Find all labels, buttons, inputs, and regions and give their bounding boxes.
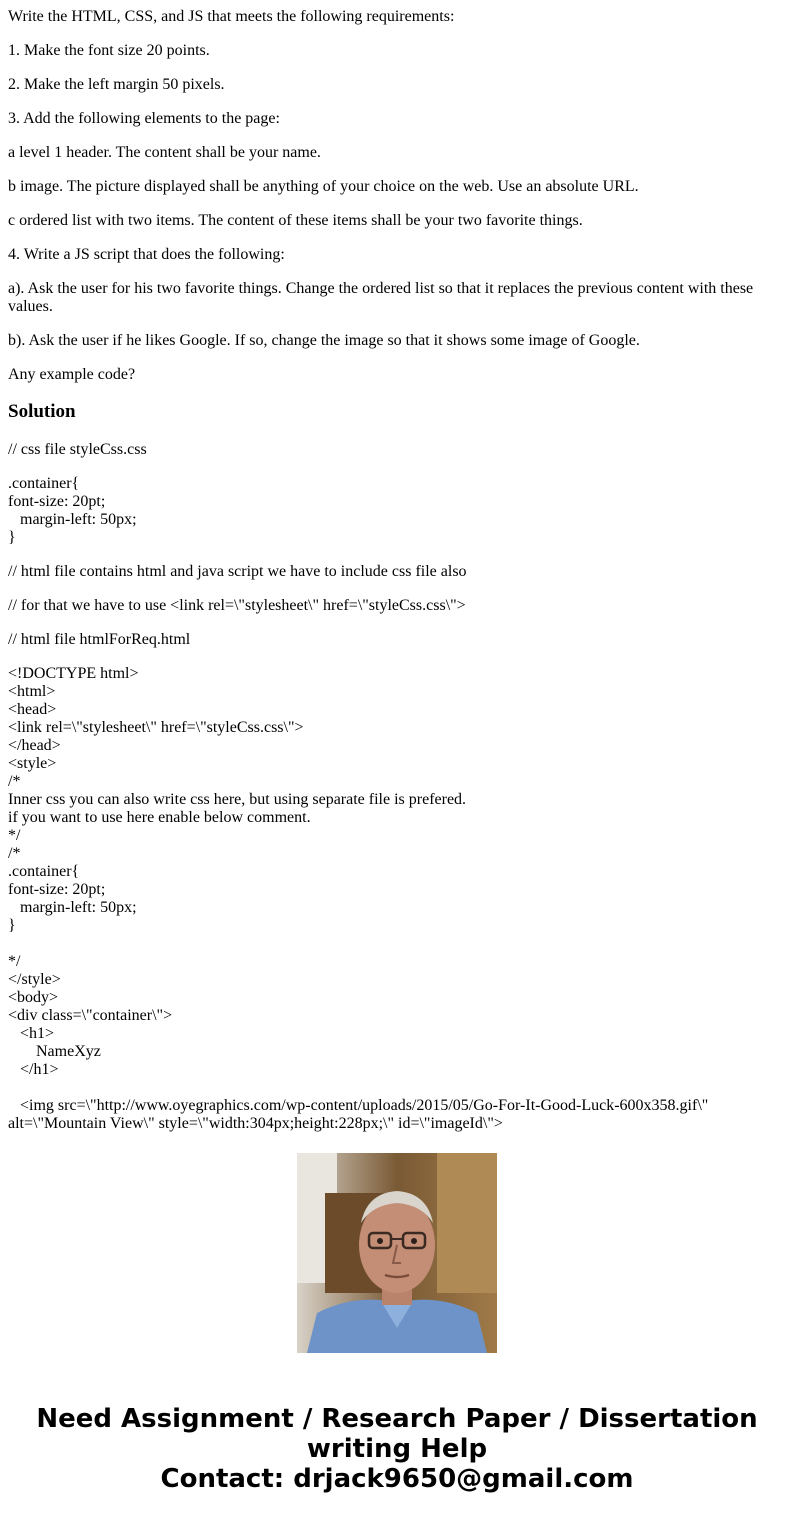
html-code-block: <!DOCTYPE html> <html> <head> <link rel=\"stylesheet\" href=\"styleCss.css\"> </head> <style> /* Inner css you can also write css here, but using separate file is prefered. if you want to use here enable below comment. */ /* .container{ font-size: 20pt; margin-left: 50px; } */ </style> <body> <div class=\"container\"> <h1> NameXyz </h1> <img src=\"http://www.oyegraphics.com/wp-content/uploads/2015/05/Go-For-It-Good-Luck-600x358.gif\" alt=\"Mountain View\" style=\"width:304px;height:228px;\" id=\"imageId\"> [8, 665, 709, 1132]
requirement-4b: b). Ask the user if he likes Google. If so, change the image so that it shows some image of Google. [8, 332, 640, 349]
html-comment-3: // html file htmlForReq.html [8, 631, 191, 648]
question-intro: Write the HTML, CSS, and JS that meets the following requirements: [8, 8, 455, 25]
solution-heading: Solution [8, 401, 76, 422]
requirement-3a: a level 1 header. The content shall be your name. [8, 144, 321, 161]
requirement-1: 1. Make the font size 20 points. [8, 42, 210, 59]
css-code-block: .container{ font-size: 20pt; margin-left: 50px; } [8, 475, 137, 546]
author-photo-image [297, 1153, 497, 1353]
requirement-3b: b image. The picture displayed shall be anything of your choice on the web. Use an absolute URL. [8, 178, 639, 195]
footer-line-2: writing Help [306, 1434, 488, 1464]
html-comment-1: // html file contains html and java script we have to include css file also [8, 563, 467, 580]
css-file-comment: // css file styleCss.css [8, 441, 147, 458]
footer-line-1: Need Assignment / Research Paper / Dissertation [36, 1404, 758, 1434]
footer-contact-email: Contact: drjack9650@gmail.com [160, 1464, 634, 1494]
requirement-2: 2. Make the left margin 50 pixels. [8, 76, 225, 93]
html-comment-2: // for that we have to use <link rel=\"stylesheet\" href=\"styleCss.css\"> [8, 597, 466, 614]
question-closing: Any example code? [8, 366, 136, 383]
requirement-4a: a). Ask the user for his two favorite things. Change the ordered list so that it replaces the previous content with these values. [8, 280, 754, 315]
requirement-3c: c ordered list with two items. The content of these items shall be your two favorite things. [8, 212, 583, 229]
requirement-4: 4. Write a JS script that does the following: [8, 246, 285, 263]
document-body [8, 0, 786, 1132]
author-avatar [297, 1153, 497, 1353]
requirement-3: 3. Add the following elements to the page: [8, 110, 280, 127]
footer-contact [0, 1404, 794, 1494]
